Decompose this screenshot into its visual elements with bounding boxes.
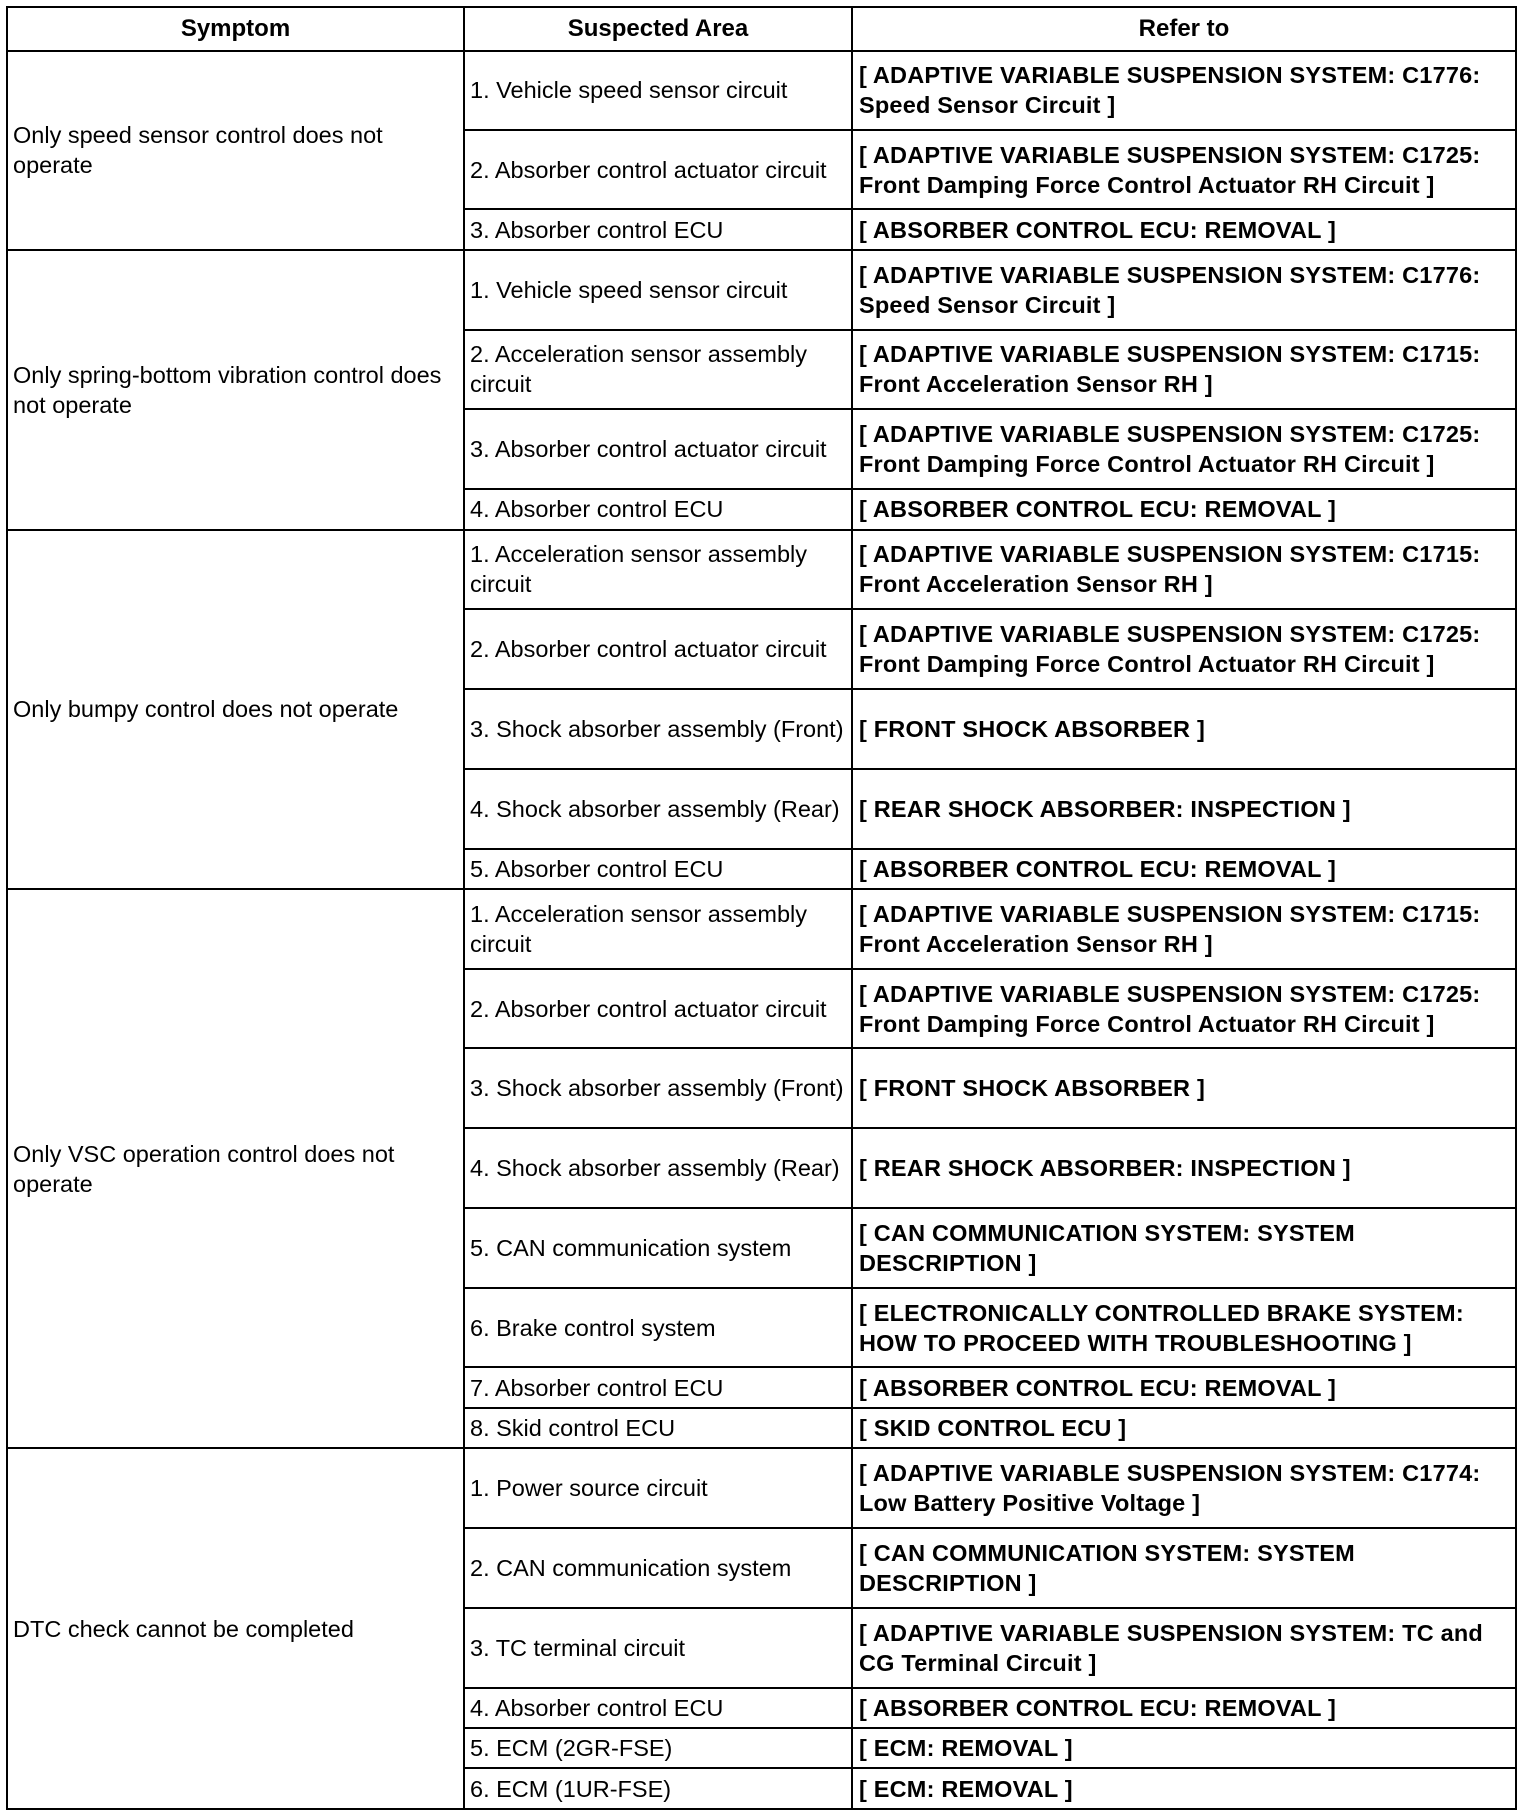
header-refer-to: Refer to xyxy=(852,7,1516,51)
refer-to-cell: [ ADAPTIVE VARIABLE SUSPENSION SYSTEM: TC and CG Terminal Circuit ] xyxy=(852,1608,1516,1688)
refer-to-cell: [ FRONT SHOCK ABSORBER ] xyxy=(852,1048,1516,1128)
suspected-area-cell: 6. ECM (1UR-FSE) xyxy=(464,1768,852,1809)
suspected-area-cell: 7. Absorber control ECU xyxy=(464,1367,852,1407)
suspected-area-cell: 1. Power source circuit xyxy=(464,1448,852,1528)
refer-to-cell: [ ADAPTIVE VARIABLE SUSPENSION SYSTEM: C1725: Front Damping Force Control Actuator RH Circuit ] xyxy=(852,609,1516,689)
refer-to-cell: [ ADAPTIVE VARIABLE SUSPENSION SYSTEM: C1776: Speed Sensor Circuit ] xyxy=(852,51,1516,130)
suspected-area-cell: 2. Absorber control actuator circuit xyxy=(464,969,852,1049)
suspected-area-cell: 4. Absorber control ECU xyxy=(464,1688,852,1728)
table-row xyxy=(7,51,1516,130)
refer-to-cell: [ SKID CONTROL ECU ] xyxy=(852,1408,1516,1448)
refer-to-cell: [ ABSORBER CONTROL ECU: REMOVAL ] xyxy=(852,1688,1516,1728)
suspected-area-cell: 3. Shock absorber assembly (Front) xyxy=(464,689,852,769)
troubleshooting-table xyxy=(6,6,1517,1810)
refer-to-cell: [ ADAPTIVE VARIABLE SUSPENSION SYSTEM: C1725: Front Damping Force Control Actuator RH Circuit ] xyxy=(852,409,1516,489)
suspected-area-cell: 1. Acceleration sensor assembly circuit xyxy=(464,889,852,969)
refer-to-cell: [ ABSORBER CONTROL ECU: REMOVAL ] xyxy=(852,849,1516,889)
symptom-cell: Only speed sensor control does not operate xyxy=(7,51,464,250)
symptom-cell: Only bumpy control does not operate xyxy=(7,530,464,889)
refer-to-cell: [ ADAPTIVE VARIABLE SUSPENSION SYSTEM: C1725: Front Damping Force Control Actuator RH Circuit ] xyxy=(852,130,1516,210)
table-row xyxy=(7,250,1516,330)
header-row xyxy=(7,7,1516,51)
refer-to-cell: [ REAR SHOCK ABSORBER: INSPECTION ] xyxy=(852,1128,1516,1208)
suspected-area-cell: 5. ECM (2GR-FSE) xyxy=(464,1728,852,1768)
suspected-area-cell: 4. Absorber control ECU xyxy=(464,489,852,529)
refer-to-cell: [ ADAPTIVE VARIABLE SUSPENSION SYSTEM: C1715: Front Acceleration Sensor RH ] xyxy=(852,889,1516,969)
refer-to-cell: [ ABSORBER CONTROL ECU: REMOVAL ] xyxy=(852,489,1516,529)
symptom-cell: DTC check cannot be completed xyxy=(7,1448,464,1809)
table-body xyxy=(7,51,1516,1809)
suspected-area-cell: 5. CAN communication system xyxy=(464,1208,852,1288)
suspected-area-cell: 2. CAN communication system xyxy=(464,1528,852,1608)
symptom-cell: Only VSC operation control does not operate xyxy=(7,889,464,1448)
symptom-cell: Only spring-bottom vibration control does not operate xyxy=(7,250,464,530)
refer-to-cell: [ REAR SHOCK ABSORBER: INSPECTION ] xyxy=(852,769,1516,849)
refer-to-cell: [ FRONT SHOCK ABSORBER ] xyxy=(852,689,1516,769)
suspected-area-cell: 4. Shock absorber assembly (Rear) xyxy=(464,769,852,849)
table-row xyxy=(7,889,1516,969)
suspected-area-cell: 2. Absorber control actuator circuit xyxy=(464,609,852,689)
refer-to-cell: [ CAN COMMUNICATION SYSTEM: SYSTEM DESCRIPTION ] xyxy=(852,1208,1516,1288)
suspected-area-cell: 1. Vehicle speed sensor circuit xyxy=(464,250,852,330)
suspected-area-cell: 1. Acceleration sensor assembly circuit xyxy=(464,530,852,610)
suspected-area-cell: 2. Acceleration sensor assembly circuit xyxy=(464,330,852,410)
refer-to-cell: [ ADAPTIVE VARIABLE SUSPENSION SYSTEM: C1776: Speed Sensor Circuit ] xyxy=(852,250,1516,330)
header-symptom: Symptom xyxy=(7,7,464,51)
header-suspected-area: Suspected Area xyxy=(464,7,852,51)
table-row xyxy=(7,1448,1516,1528)
suspected-area-cell: 3. Shock absorber assembly (Front) xyxy=(464,1048,852,1128)
suspected-area-cell: 6. Brake control system xyxy=(464,1288,852,1368)
refer-to-cell: [ ELECTRONICALLY CONTROLLED BRAKE SYSTEM: HOW TO PROCEED WITH TROUBLESHOOTING ] xyxy=(852,1288,1516,1368)
suspected-area-cell: 5. Absorber control ECU xyxy=(464,849,852,889)
table-row xyxy=(7,530,1516,610)
suspected-area-cell: 3. Absorber control actuator circuit xyxy=(464,409,852,489)
refer-to-cell: [ ECM: REMOVAL ] xyxy=(852,1768,1516,1809)
refer-to-cell: [ ECM: REMOVAL ] xyxy=(852,1728,1516,1768)
suspected-area-cell: 3. TC terminal circuit xyxy=(464,1608,852,1688)
refer-to-cell: [ ADAPTIVE VARIABLE SUSPENSION SYSTEM: C1715: Front Acceleration Sensor RH ] xyxy=(852,530,1516,610)
suspected-area-cell: 4. Shock absorber assembly (Rear) xyxy=(464,1128,852,1208)
refer-to-cell: [ ADAPTIVE VARIABLE SUSPENSION SYSTEM: C1725: Front Damping Force Control Actuator RH Circuit ] xyxy=(852,969,1516,1049)
suspected-area-cell: 2. Absorber control actuator circuit xyxy=(464,130,852,210)
suspected-area-cell: 3. Absorber control ECU xyxy=(464,209,852,249)
suspected-area-cell: 1. Vehicle speed sensor circuit xyxy=(464,51,852,130)
refer-to-cell: [ ABSORBER CONTROL ECU: REMOVAL ] xyxy=(852,209,1516,249)
suspected-area-cell: 8. Skid control ECU xyxy=(464,1408,852,1448)
refer-to-cell: [ CAN COMMUNICATION SYSTEM: SYSTEM DESCRIPTION ] xyxy=(852,1528,1516,1608)
refer-to-cell: [ ADAPTIVE VARIABLE SUSPENSION SYSTEM: C1715: Front Acceleration Sensor RH ] xyxy=(852,330,1516,410)
refer-to-cell: [ ADAPTIVE VARIABLE SUSPENSION SYSTEM: C1774: Low Battery Positive Voltage ] xyxy=(852,1448,1516,1528)
refer-to-cell: [ ABSORBER CONTROL ECU: REMOVAL ] xyxy=(852,1367,1516,1407)
